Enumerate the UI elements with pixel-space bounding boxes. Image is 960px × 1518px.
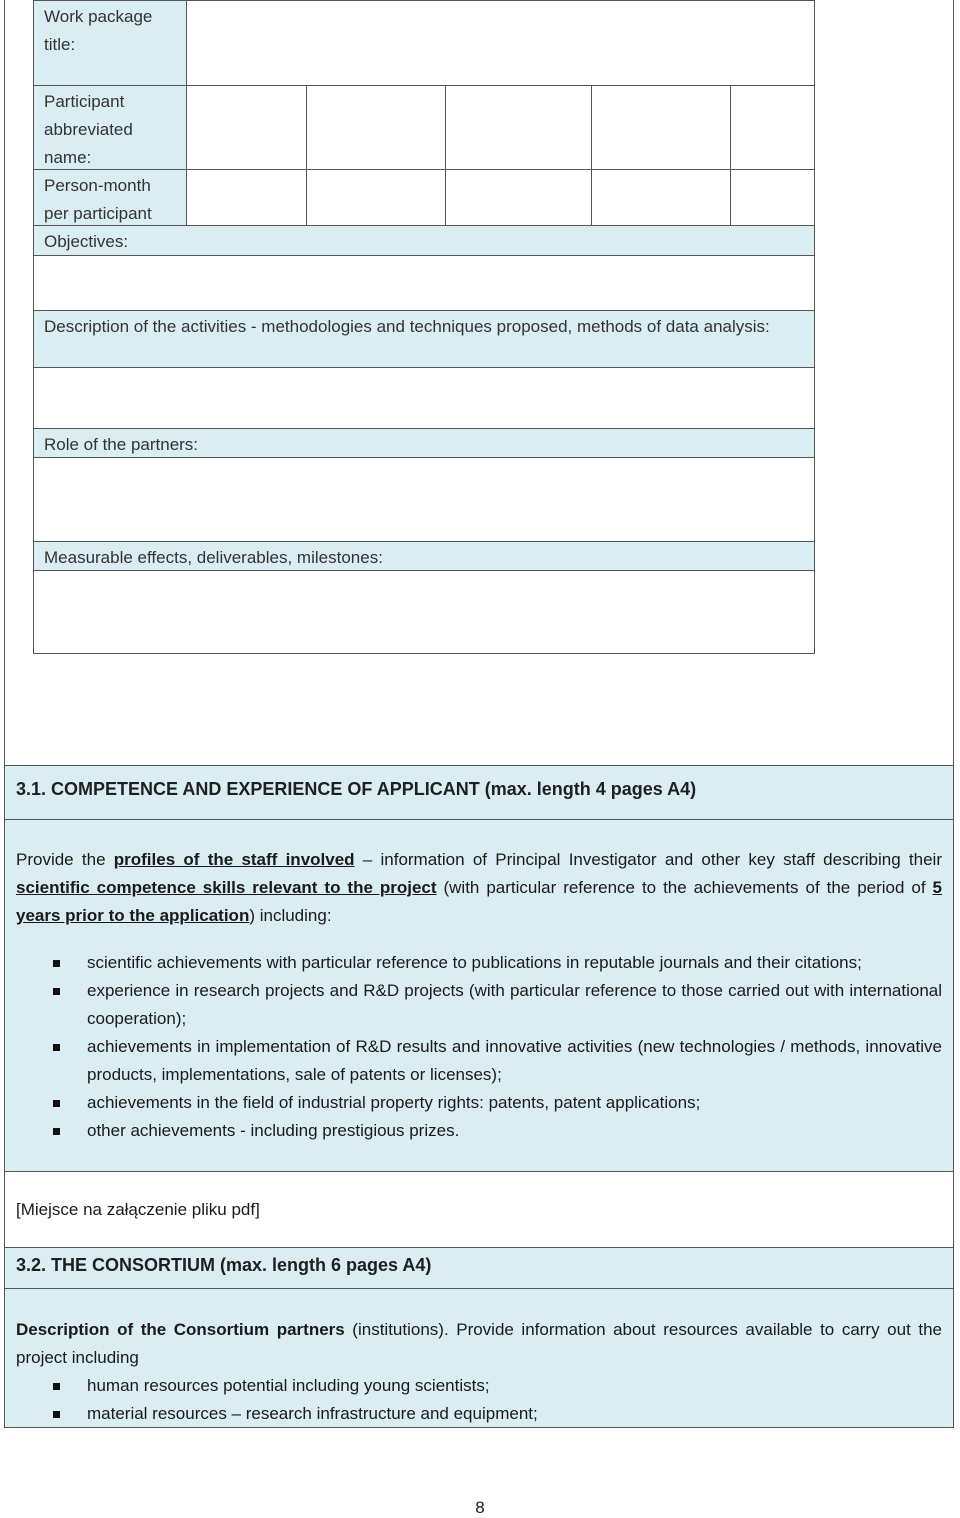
objectives-field[interactable] [33,255,815,311]
list-item: other achievements - including prestigious prizes. [16,1117,942,1145]
work-package-title-field[interactable] [186,0,815,86]
section-3-2-body [4,1288,954,1428]
section-3-1-heading: 3.1. COMPETENCE AND EXPERIENCE OF APPLICANT (max. length 4 pages A4) [4,765,954,820]
list-item: scientific achievements with particular reference to publications in reputable journals and their citations; [16,949,942,977]
section-3-1-body [4,819,954,1172]
effects-field[interactable] [33,570,815,654]
role-field[interactable] [33,457,815,542]
section-3-2-heading: 3.2. THE CONSORTIUM (max. length 6 pages A4) [4,1247,954,1289]
participant-name-cell[interactable] [186,85,307,170]
participant-name-cell[interactable] [591,85,731,170]
staff-profiles-emphasis: profiles of the staff involved [113,850,355,869]
period-emphasis: 5 years prior to the application [16,878,942,925]
participant-name-cell[interactable] [730,85,815,170]
work-package-title-label: Work package title: [33,0,187,86]
list-item: material resources – research infrastructure and equipment; [16,1400,942,1428]
person-month-cell[interactable] [445,169,592,226]
person-month-cell[interactable] [186,169,307,226]
description-field[interactable] [33,367,815,429]
description-label: Description of the activities - methodologies and techniques proposed, methods of data analysis: [33,310,815,368]
list-item: achievements in the field of industrial property rights: patents, patent applications; [16,1089,942,1117]
objectives-label: Objectives: [33,225,815,256]
list-item: achievements in implementation of R&D results and innovative activities (new technologies / methods, innovative products, implementations, sale of patents or licenses); [16,1033,942,1089]
effects-label: Measurable effects, deliverables, milestones: [33,541,815,571]
pdf-attachment-area[interactable] [4,1171,954,1248]
achievements-list [16,949,942,1145]
section-3-1-intro: Provide the profiles of the staff involved – information of Principal Investigator and other key staff describing their scientific competence skills relevant to the project (with particular reference to the achievements of the period of 5 years prior to the application) including: [16,850,942,925]
list-item: experience in research projects and R&D projects (with particular reference to those carried out with international cooperation); [16,977,942,1033]
attachment-placeholder-text: [Miejsce na załączenie pliku pdf] [16,1200,260,1219]
participant-name-cell[interactable] [306,85,446,170]
participant-name-cell[interactable] [445,85,592,170]
page-number: 8 [475,1498,485,1517]
competence-emphasis: scientific competence skills relevant to the project [16,878,437,897]
participant-name-label: Participant abbreviated name: [33,85,187,170]
resources-list [16,1372,942,1428]
role-label: Role of the partners: [33,428,815,458]
person-month-cell[interactable] [306,169,446,226]
person-month-cell[interactable] [591,169,731,226]
list-item: human resources potential including young scientists; [16,1372,942,1400]
person-month-cell[interactable] [730,169,815,226]
section-3-2-intro: Description of the Consortium partners (institutions). Provide information about resources available to carry out the project including [16,1320,942,1367]
person-month-label: Person-month per participant [33,169,187,226]
consortium-emphasis: Description of the Consortium partners [16,1320,345,1339]
